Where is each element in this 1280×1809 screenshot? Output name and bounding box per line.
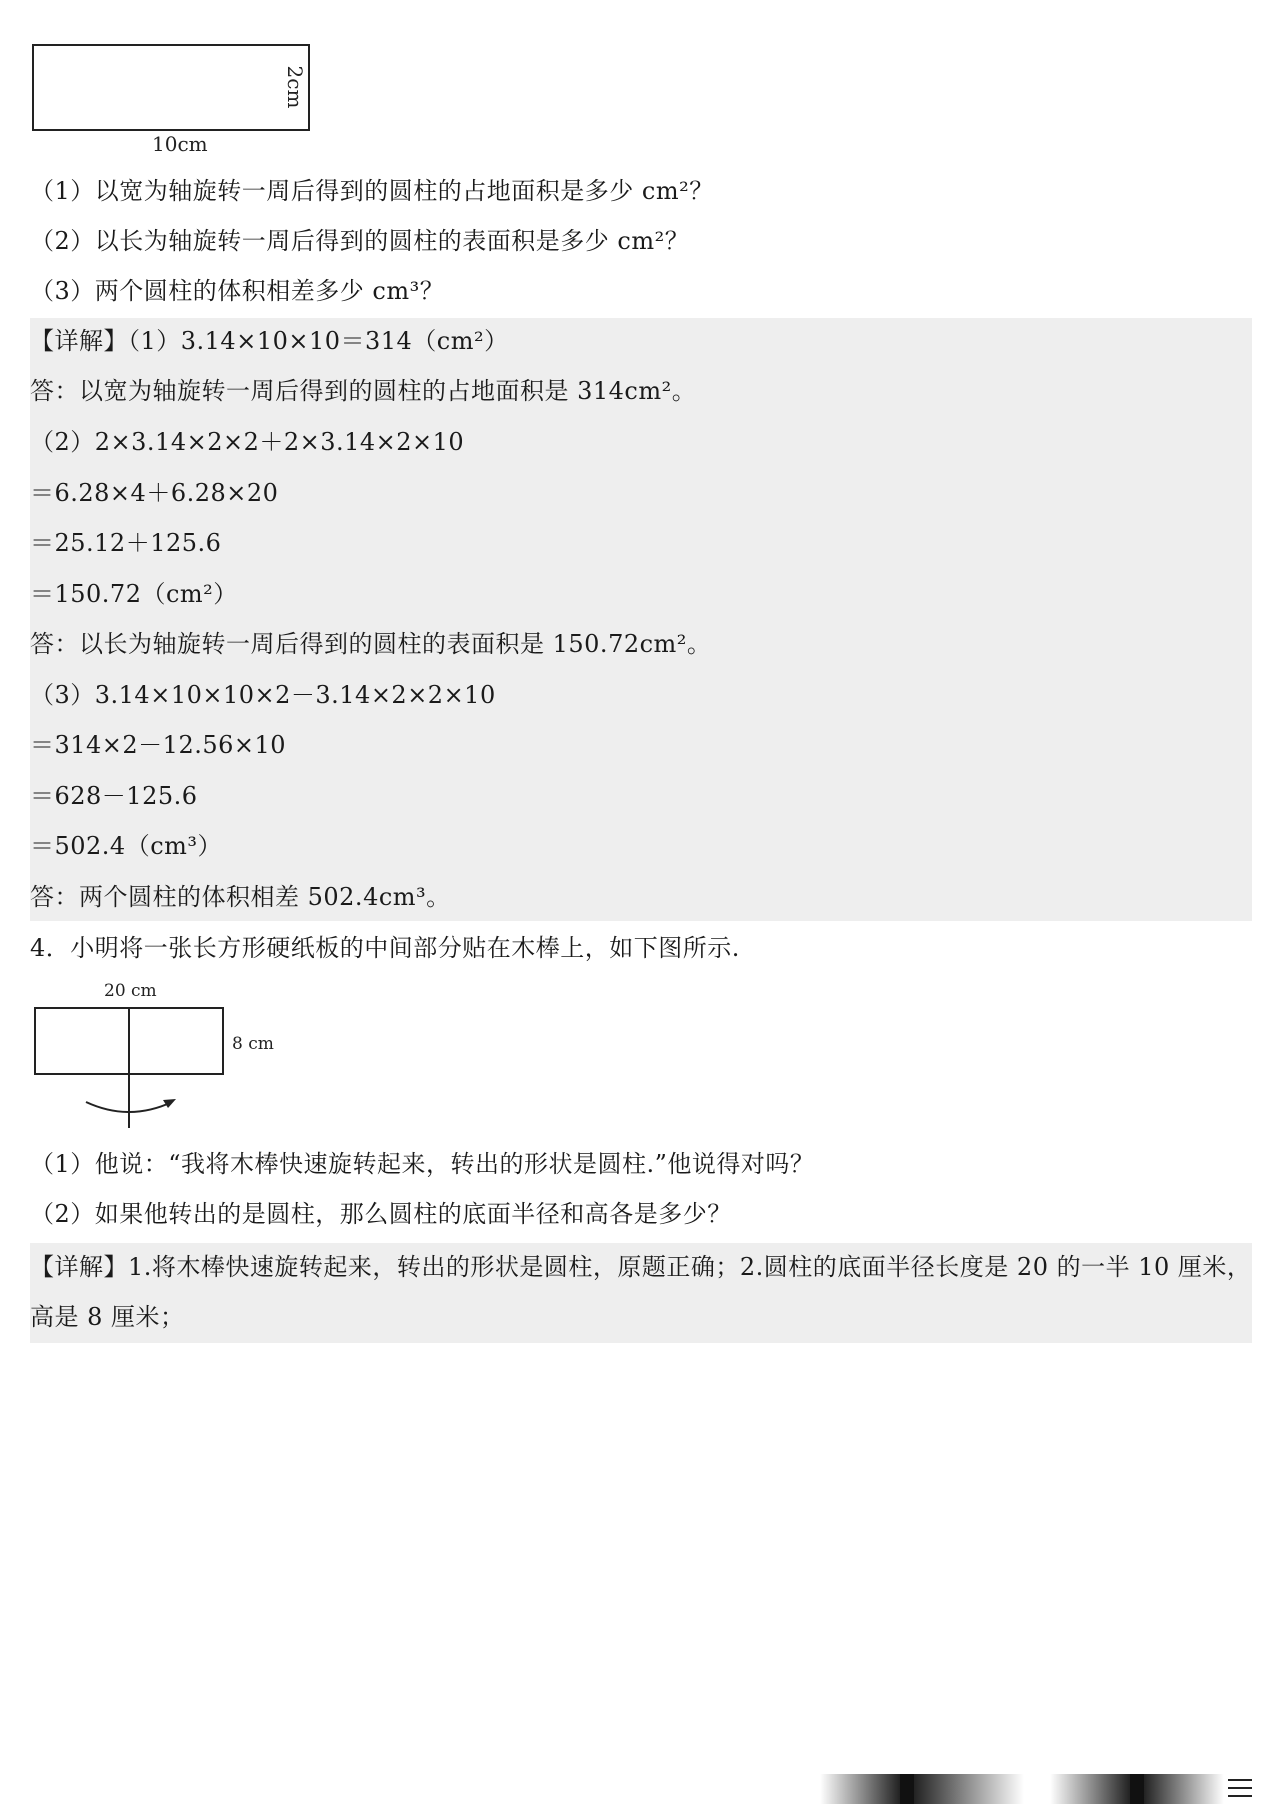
gradient-mark-left — [820, 1774, 900, 1804]
cardboard-width-label: 20 cm — [104, 981, 157, 1001]
q4-part1: （1）他说：“我将木棒快速旋转起来，转出的形状是圆柱.”他说得对吗？ — [30, 1150, 815, 1178]
q3-solution-line: （2）2×3.14×2×2＋2×3.14×2×10 — [30, 428, 465, 456]
q3-part1: （1）以宽为轴旋转一周后得到的圆柱的占地面积是多少 cm²？ — [30, 177, 714, 205]
gradient-mark-right — [914, 1774, 1024, 1804]
q4-solution-line: 【详解】1.将木棒快速旋转起来，转出的形状是圆柱，原题正确；2.圆柱的底面半径长度是 20 的一半 10 厘米， — [30, 1253, 1252, 1281]
rotation-arrowhead — [163, 1099, 176, 1108]
q3-solution-line: 答：两个圆柱的体积相差 502.4cm³。 — [30, 883, 451, 911]
cardboard-drawing — [30, 978, 290, 1138]
cardboard-height-label: 8 cm — [232, 1034, 274, 1054]
bottom-decoration — [0, 1768, 1280, 1809]
q3-solution-line: ＝502.4（cm³） — [30, 832, 223, 860]
q3-solution-line: ＝150.72（cm²） — [30, 580, 238, 608]
gradient-mark-left — [1050, 1774, 1130, 1804]
rectangle-height-label: 2cm — [283, 65, 307, 109]
q3-solution-line: ＝6.28×4＋6.28×20 — [30, 479, 279, 507]
q4-part2: （2）如果他转出的是圆柱，那么圆柱的底面半径和高各是多少？ — [30, 1200, 732, 1228]
q4-solution-line: 高是 8 厘米； — [30, 1303, 185, 1331]
q3-solution-line: （3）3.14×10×10×2－3.14×2×2×10 — [30, 681, 496, 709]
q3-solution-line: ＝25.12＋125.6 — [30, 529, 222, 557]
q3-solution-line: 答：以宽为轴旋转一周后得到的圆柱的占地面积是 314cm²。 — [30, 377, 697, 405]
q3-solution-line: 【详解】（1）3.14×10×10＝314（cm²） — [30, 327, 509, 355]
rectangle-figure-1 — [30, 42, 320, 162]
q3-solution-line: 答：以长为轴旋转一周后得到的圆柱的表面积是 150.72cm²。 — [30, 630, 712, 658]
dark-mark — [1130, 1774, 1144, 1804]
rectangle-width-label: 10cm — [152, 132, 208, 156]
q4-stem: 4．小明将一张长方形硬纸板的中间部分贴在木棒上，如下图所示. — [30, 934, 740, 962]
dark-mark — [900, 1774, 914, 1804]
cardboard-stick-figure — [30, 978, 290, 1138]
q3-part2: （2）以长为轴旋转一周后得到的圆柱的表面积是多少 cm²？ — [30, 227, 690, 255]
q3-part3: （3）两个圆柱的体积相差多少 cm³？ — [30, 277, 445, 305]
q3-solution-line: ＝628－125.6 — [30, 782, 198, 810]
rectangle-outline — [33, 45, 309, 130]
rectangle-drawing — [30, 42, 320, 142]
gradient-mark-right — [1144, 1774, 1224, 1804]
q3-solution-line: ＝314×2－12.56×10 — [30, 731, 287, 759]
